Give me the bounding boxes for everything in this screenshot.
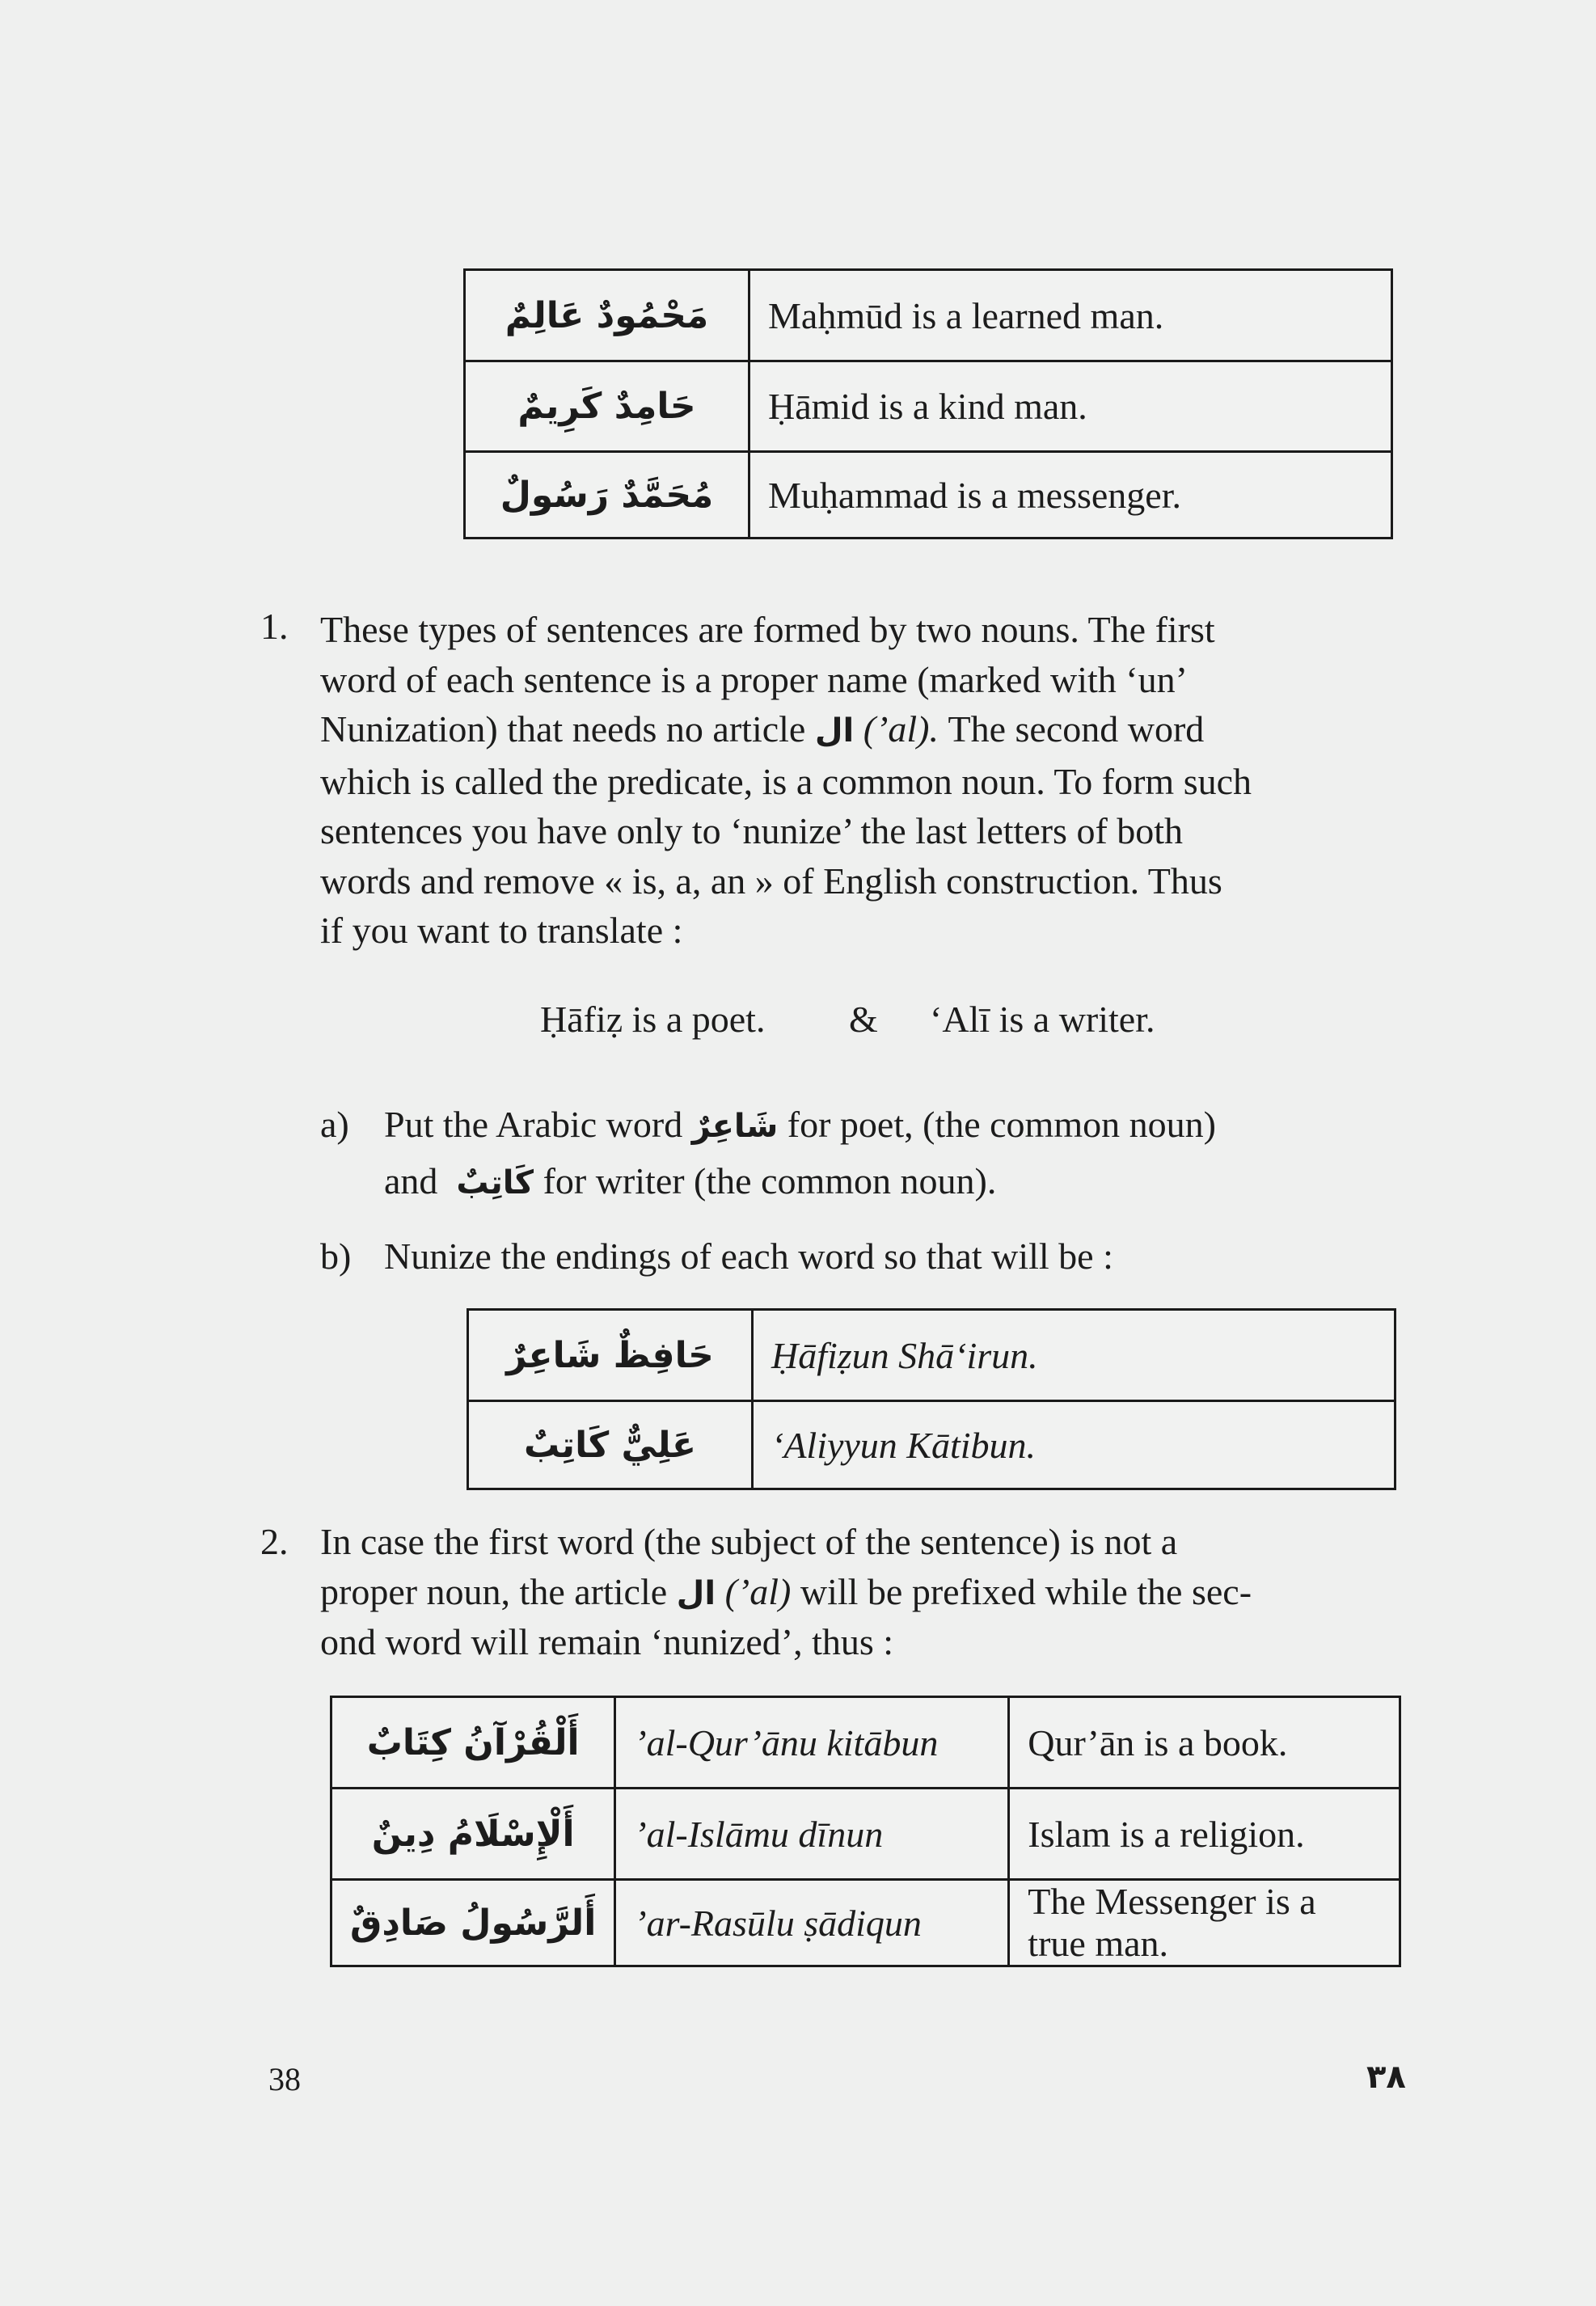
table-row	[465, 270, 1392, 361]
english-cell: Islam is a religion.	[1009, 1789, 1400, 1880]
page-number-english: 38	[268, 2061, 301, 2097]
arabic-cell: حَافِظٌ شَاعِرٌ	[468, 1310, 753, 1401]
english-cell	[1009, 1880, 1400, 1966]
arabic-cell: أَلرَّسُولُ صَادِقٌ	[331, 1880, 615, 1966]
text-line: These types of sentences are formed by two nouns. The first	[320, 609, 1215, 650]
text-fragment: will be prefixed while the sec-	[800, 1571, 1252, 1612]
text-fragment: and	[384, 1160, 438, 1202]
example-left: Ḥāfiẓ is a poet.	[540, 999, 766, 1040]
table-row	[331, 1880, 1400, 1966]
english-cell: Muḥammad is a messenger.	[749, 452, 1392, 538]
example-table-nunized	[467, 1308, 1396, 1490]
arabic-inline: كَاتِبٌ	[456, 1164, 534, 1202]
english-cell: Maḥmūd is a learned man.	[749, 270, 1392, 361]
text-line: ond word will remain ‘nunized’, thus :	[320, 1621, 894, 1662]
arabic-cell: حَامِدٌ كَرِيمٌ	[465, 361, 749, 452]
text-line: words and remove « is, a, an » of English construction. Thus	[320, 859, 1222, 902]
text-line: The Messenger is a	[1028, 1881, 1316, 1922]
transliteration-cell: ’al-Islāmu dīnun	[615, 1789, 1009, 1880]
text-fragment: for poet, (the common noun)	[787, 1104, 1216, 1145]
step-b-text: Nunize the endings of each word so that will be :	[384, 1235, 1113, 1277]
transliteration-cell: ’al-Qur’ānu kitābun	[615, 1697, 1009, 1789]
table-row	[465, 452, 1392, 538]
text-fragment: The second word	[948, 708, 1205, 750]
transliteration-cell: Ḥāfiẓun Shā‘irun.	[753, 1310, 1395, 1401]
text-line: In case the first word (the subject of the sentence) is not a	[320, 1521, 1178, 1562]
english-cell: Ḥāmid is a kind man.	[749, 361, 1392, 452]
text-fragment: Nunization) that needs no article	[320, 708, 806, 750]
transliteration-inline: (’al)	[724, 1571, 792, 1612]
table-row	[331, 1789, 1400, 1880]
arabic-cell: مَحْمُودٌ عَالِمٌ	[465, 270, 749, 361]
page-number-arabic: ٣٨	[1366, 2059, 1406, 2096]
arabic-inline: شَاعِرٌ	[691, 1108, 779, 1145]
table-row	[465, 361, 1392, 452]
example-right: ‘Alī is a writer.	[930, 999, 1155, 1040]
arabic-cell: أَلْإِسْلَامُ دِينٌ	[331, 1789, 615, 1880]
text-line	[320, 1570, 1252, 1613]
arabic-inline: ال	[676, 1575, 716, 1612]
transliteration-cell: ’ar-Rasūlu ṣādiqun	[615, 1880, 1009, 1966]
arabic-inline: ال	[814, 712, 855, 750]
text-fragment: Put the Arabic word	[384, 1104, 683, 1145]
example-table-proper-nouns	[463, 268, 1393, 539]
text-line	[320, 704, 1395, 757]
example-table-definite	[330, 1696, 1401, 1967]
step-a-line2	[384, 1159, 996, 1202]
arabic-cell: أَلْقُرْآنُ كِتَابٌ	[331, 1697, 615, 1789]
text-fragment: proper noun, the article	[320, 1571, 668, 1612]
step-a-line1	[384, 1103, 1216, 1146]
transliteration-cell: ‘Aliyyun Kātibun.	[753, 1401, 1395, 1489]
table-row	[468, 1310, 1395, 1401]
paragraph-number: 1.	[260, 606, 289, 647]
paragraph-number: 2.	[260, 1521, 289, 1562]
example-ampersand: &	[849, 999, 878, 1040]
english-cell: Qur’ān is a book.	[1009, 1697, 1400, 1789]
transliteration-inline: (’al).	[863, 708, 939, 750]
paragraph-1	[320, 605, 1395, 956]
text-line: word of each sentence is a proper name (marked with ‘un’	[320, 658, 1188, 700]
text-line: sentences you have only to ‘nunize’ the last letters of both	[320, 810, 1184, 851]
step-b-label: b)	[320, 1235, 352, 1277]
text-line: if you want to translate :	[320, 910, 683, 951]
step-a-label: a)	[320, 1104, 349, 1145]
arabic-cell: عَلِيٌّ كَاتِبٌ	[468, 1401, 753, 1489]
text-fragment: for writer (the common noun).	[543, 1160, 997, 1202]
text-line: true man.	[1028, 1923, 1169, 1964]
text-line: which is called the predicate, is a common noun. To form such	[320, 760, 1252, 802]
table-row	[331, 1697, 1400, 1789]
table-row	[468, 1401, 1395, 1489]
arabic-cell: مُحَمَّدٌ رَسُولٌ	[465, 452, 749, 538]
